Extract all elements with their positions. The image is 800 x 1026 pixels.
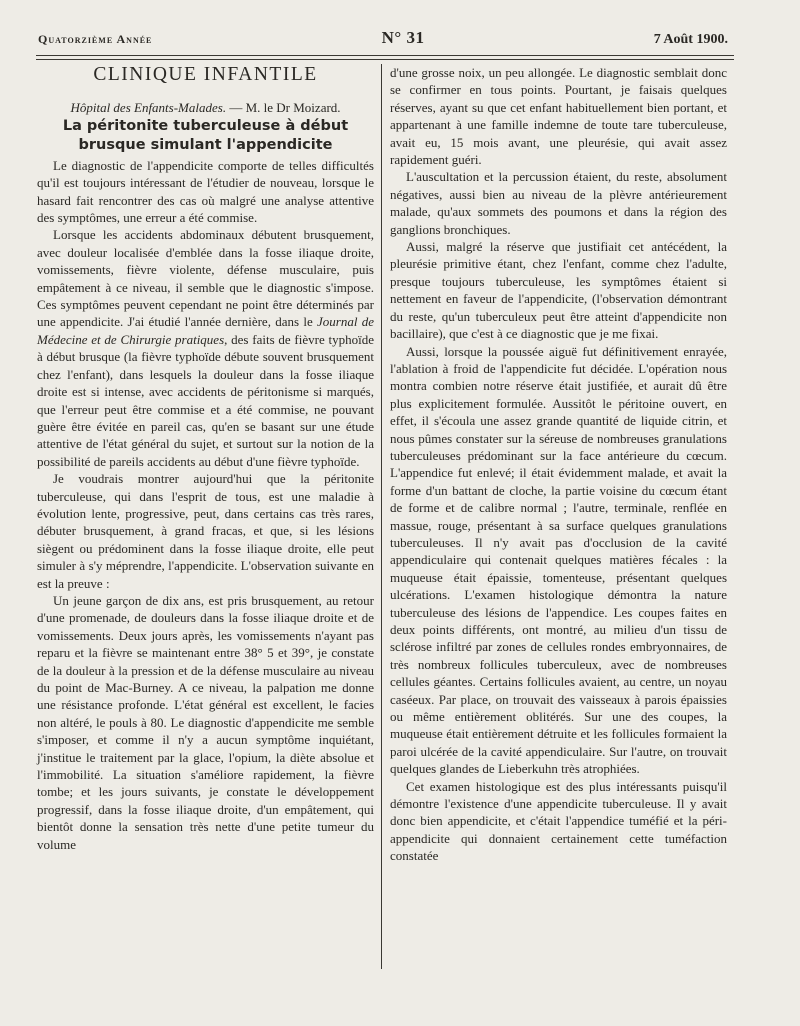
paragraph — [37, 226, 374, 470]
hospital-name: Hôpital des Enfants-Malades. — [70, 100, 227, 116]
paragraph: Aussi, lorsque la poussée aiguë fut définitivement enrayée, l'ablation à froid de l'appendicite fut décidée. L'opération nous montra combien notre réserve était justifiée, et aurait dû être plus explicitement formulée. Aussitôt le péritoine ouvert, en effet, il s'écoula une assez grande quantité de liquide citrin, et nous pûmes constater sur la séreuse de nombreuses granulations tuberculeuses prédominant sur la face antérieure du cœcum. L'appendice fut enlevé; il était évidemment malade, et avait la forme d'un battant de cloche, la partie voisine du cœcum étant de forme et de calibre normal ; l'autre, terminale, renflée en massue, rouge, présentant à sa surface quelques granulations tuberculeuses. Il n'y avait pas d'occlusion de la cavité appendiculaire qui contenait quelques matières fécales : la muqueuse était épaissie, tomenteuse, présentant quelques ulcérations. L'examen histologique démontra la nature tuberculeuse des lésions de l'appendice. Les coupes faites en deux points différents, ont montré, au milieu d'un tissu de sclérose infiltré par zones de cellules rondes embryonnaires, de très nombreux follicules tuberculeux, avec de nombreuses cellules géantes. Certains follicules avaient, au centre, un noyau caséeux. Par place, on trouvait des vaisseaux à parois épaissies ou même entièrement oblitérés. Sur une des coupes, la muqueuse était entièrement détruite et les follicules formaient la paroi ulcérée de la cavité appendiculaire. Sur l'autre, on trouvait quelques glandes de Lieberkuhn très atrophiées. — [390, 343, 727, 777]
volume-year: Quatorzième Année — [38, 32, 153, 46]
section-title: CLINIQUE INFANTILE — [93, 64, 318, 85]
paragraph: d'une grosse noix, un peu allongée. Le diagnostic semblait donc se confirmer en tous points. Pourtant, je faisais quelques réserves, ayant su que cet enfant habituellement bien portant, et appartenant à une famille indemne de toute tare tuberculeuse, avait eu, 15 mois avant, une pleurésie, qui avait assez rapidement guéri. — [390, 65, 727, 168]
author: — M. le Dr Moizard. — [226, 100, 341, 116]
paragraph: Aussi, malgré la réserve que justifiait cet antécédent, la pleurésie primitive étant, chez l'enfant, comme chez l'adulte, presque toujours tuberculeuse, les symptômes étaient si nettement en faveur de l'appendicite, (l'observation démontrant du reste, qu'un tuberculeux peut être atteint d'appendicite non bacillaire), que c'est à ce diagnostic que je me fixai. — [390, 239, 727, 342]
running-head — [38, 26, 728, 52]
paragraph: Je voudrais montrer aujourd'hui que la péritonite tuberculeuse, qui dans l'esprit de tous, est une maladie à évolution lente, progressive, peut, dans certains cas très rares, débuter brusquement, à grand fracas, et que, si les lésions siègent ou prédominent dans la fosse iliaque droite, elle peut simuler à s'y méprendre, l'appendicite. L'observation suivante en est la preuve : — [37, 471, 374, 591]
header-rule — [36, 55, 734, 56]
issue-number: N° 31 — [381, 28, 425, 47]
paragraph: L'auscultation et la percussion étaient, du reste, absolument négatives, aussi bien au niveau de la plèvre antérieurement malade, qu'aux sommets des poumons et dans la région des ganglions bronchiques. — [390, 169, 727, 237]
header-rule-thin — [36, 59, 734, 60]
right-column — [390, 64, 727, 865]
article-title: La péritonite tuberculeuse à début brusque simulant l'appendicite — [62, 117, 349, 153]
paragraph: Cet examen histologique est des plus intéressants puisqu'il démontre l'existence d'une appendicite tuberculeuse. Il y avait donc bien appendicite, et c'était l'appendice tuméfié et la péri-appendicite qui donnaient certainement cette tuméfaction constatée — [390, 778, 727, 864]
paragraph: Le diagnostic de l'appendicite comporte de telles difficultés qu'il est toujours intéressant de l'étudier de nouveau, lorsque le hasard fait rencontrer des cas où malgré une analyse attentive des symptômes, une erreur a été commise. — [37, 157, 374, 226]
left-column — [37, 64, 374, 853]
paragraph: Un jeune garçon de dix ans, est pris brusquement, au retour d'une promenade, de douleurs dans la fosse iliaque droite et de vomissements. Deux jours après, les vomissements n'ayant pas reparu et la fièvre se maintenant entre 38° 5 et 39°, je constate de la douleur à la pression et de la défense musculaire au niveau du point de Mac-Burney. A ce niveau, la palpation me donne une résistance profonde. L'état général est excellent, le facies non altéré, le pouls à 80. Le diagnostic d'appendicite me semble s'imposer, et comme il n'y a aucun symptôme inquiétant, j'institue le traitement par la glace, l'opium, la diète absolue et l'immobilité. La situation s'améliore rapidement, la fièvre tombe; et les jours suivants, je constate le développement progressif, dans la fosse iliaque droite, d'un empâtement, qui bientôt donne la sensation très nette d'une petite tumeur du volume — [37, 592, 374, 852]
paragraph-text: , des faits de fièvre typhoïde à début brusque (la fièvre typhoïde débute souvent brusquement chez l'enfant), dans lesquels la douleur dans la fosse iliaque droite est si intense, avec accidents de péritonisme si marqués, que l'erreur peut être commise et a été commise, ne pouvant guère être évitée en pareil cas, qu'en se basant sur une étude attentive de l'état général du sujet, et surtout sur la notion de la possibilité de pareils accidents au début d'une fièvre typhoïde. — [37, 331, 374, 469]
issue-date: 7 Août 1900. — [653, 32, 728, 47]
journal-title: Journal de Médecine et de Chirurgie pratiques — [37, 314, 374, 347]
column-divider — [381, 64, 382, 969]
paragraph-text: Lorsque les accidents abdominaux débutent brusquement, avec douleur localisée d'emblée dans la fosse iliaque droite, vomissements, fièvre violente, défense musculaire, puis empâtement à ce niveau, il semble que le diagnostic s'impose. Ces symptômes peuvent cependant ne point être déterminés par une appendicite. J'ai étudié l'année dernière, dans le — [37, 227, 374, 330]
byline — [37, 99, 374, 116]
